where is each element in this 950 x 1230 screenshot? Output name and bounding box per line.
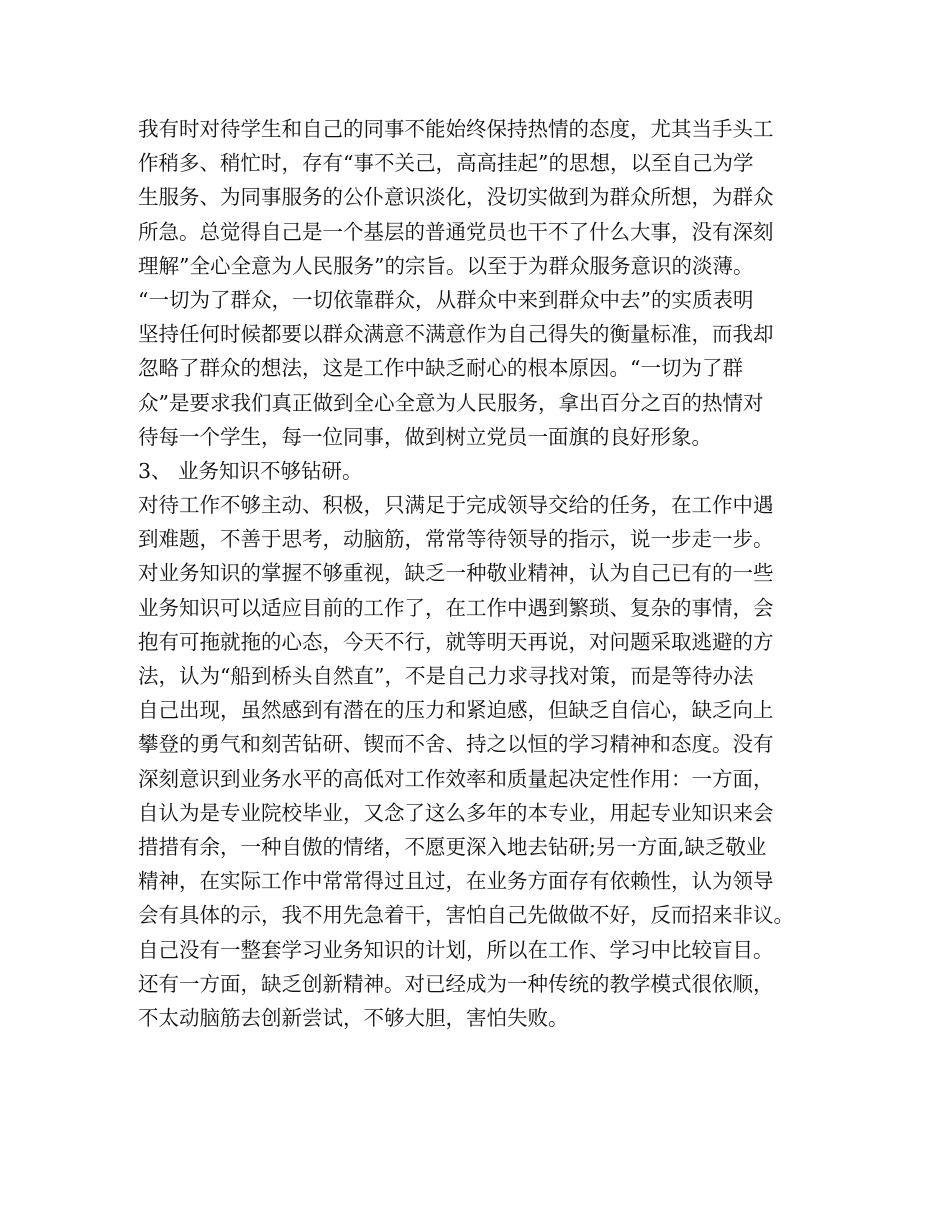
text-line: 众”是要求我们真正做到全心全意为人民服务，拿出百分之百的热情对 xyxy=(138,390,764,415)
section-heading: 3、 业务知识不够钻研。 xyxy=(138,458,363,483)
text-line: 待每一个学生，每一位同事，做到树立党员一面旗的良好形象。 xyxy=(138,424,712,449)
text-line: 业务知识可以适应目前的工作了，在工作中遇到繁琐、复杂的事情，会 xyxy=(138,595,774,620)
text-line: 我有时对待学生和自己的同事不能始终保持热情的态度，尤其当手头工 xyxy=(138,117,774,141)
text-line: 生服务、为同事服务的公仆意识淡化，没切实做到为群众所想，为群众 xyxy=(138,185,774,210)
text-line: 坚持任何时候都要以群众满意不满意作为自己得失的衡量标准，而我却 xyxy=(138,322,774,347)
text-line: 攀登的勇气和刻苦钻研、锲而不舍、持之以恒的学习精神和态度。没有 xyxy=(138,732,774,757)
text-line: 自己出现，虽然感到有潜在的压力和紧迫感，但缺乏自信心，缺乏向上 xyxy=(138,698,774,723)
text-line: 精神，在实际工作中常常得过且过，在业务方面存有依赖性，认为领导 xyxy=(138,869,774,894)
text-line: 深刻意识到业务水平的高低对工作效率和质量起决定性作用：一方面， xyxy=(138,766,774,791)
text-line: 自己没有一整套学习业务知识的计划，所以在工作、学习中比较盲目。 xyxy=(138,937,774,962)
text-line: 到难题，不善于思考，动脑筋，常常等待领导的指示，说一步走一步。 xyxy=(138,527,774,552)
text-line: 法，认为“船到桥头自然直”，不是自己力求寻找对策，而是等待办法 xyxy=(138,664,754,688)
text-line: 对待工作不够主动、积极，只满足于完成领导交给的任务，在工作中遇 xyxy=(138,493,774,518)
text-line: 忽略了群众的想法，这是工作中缺乏耐心的根本原因。“一切为了群 xyxy=(138,356,743,381)
text-line: 所急。总觉得自己是一个基层的普通党员也干不了什么大事，没有深刻 xyxy=(138,219,774,244)
body-text xyxy=(138,112,838,1035)
text-line: 措措有余，一种自傲的情绪，不愿更深入地去钻研;另一方面,缺乏敬业 xyxy=(138,834,767,859)
text-line: 还有一方面，缺乏创新精神。对已经成为一种传统的教学模式很依顺， xyxy=(138,971,774,996)
text-line: 不太动脑筋去创新尝试，不够大胆，害怕失败。 xyxy=(138,1005,569,1030)
text-line: 自认为是专业院校毕业，又念了这么多年的本专业，用起专业知识来会 xyxy=(138,800,774,825)
text-line: 抱有可拖就拖的心态，今天不行，就等明天再说，对问题采取逃避的方 xyxy=(138,629,774,654)
text-line: 理解”全心全意为人民服务”的宗旨。以至于为群众服务意识的淡薄。 xyxy=(138,253,754,278)
text-line: “一切为了群众，一切依靠群众，从群众中来到群众中去”的实质表明 xyxy=(138,287,754,312)
text-line: 作稍多、稍忙时，存有“事不关己，高高挂起”的思想，以至自己为学 xyxy=(138,151,754,176)
text-line: 对业务知识的掌握不够重视，缺乏一种敬业精神，认为自己已有的一些 xyxy=(138,561,774,586)
text-line: 会有具体的示，我不用先急着干，害怕自己先做做不好，反而招来非议。 xyxy=(138,903,794,928)
